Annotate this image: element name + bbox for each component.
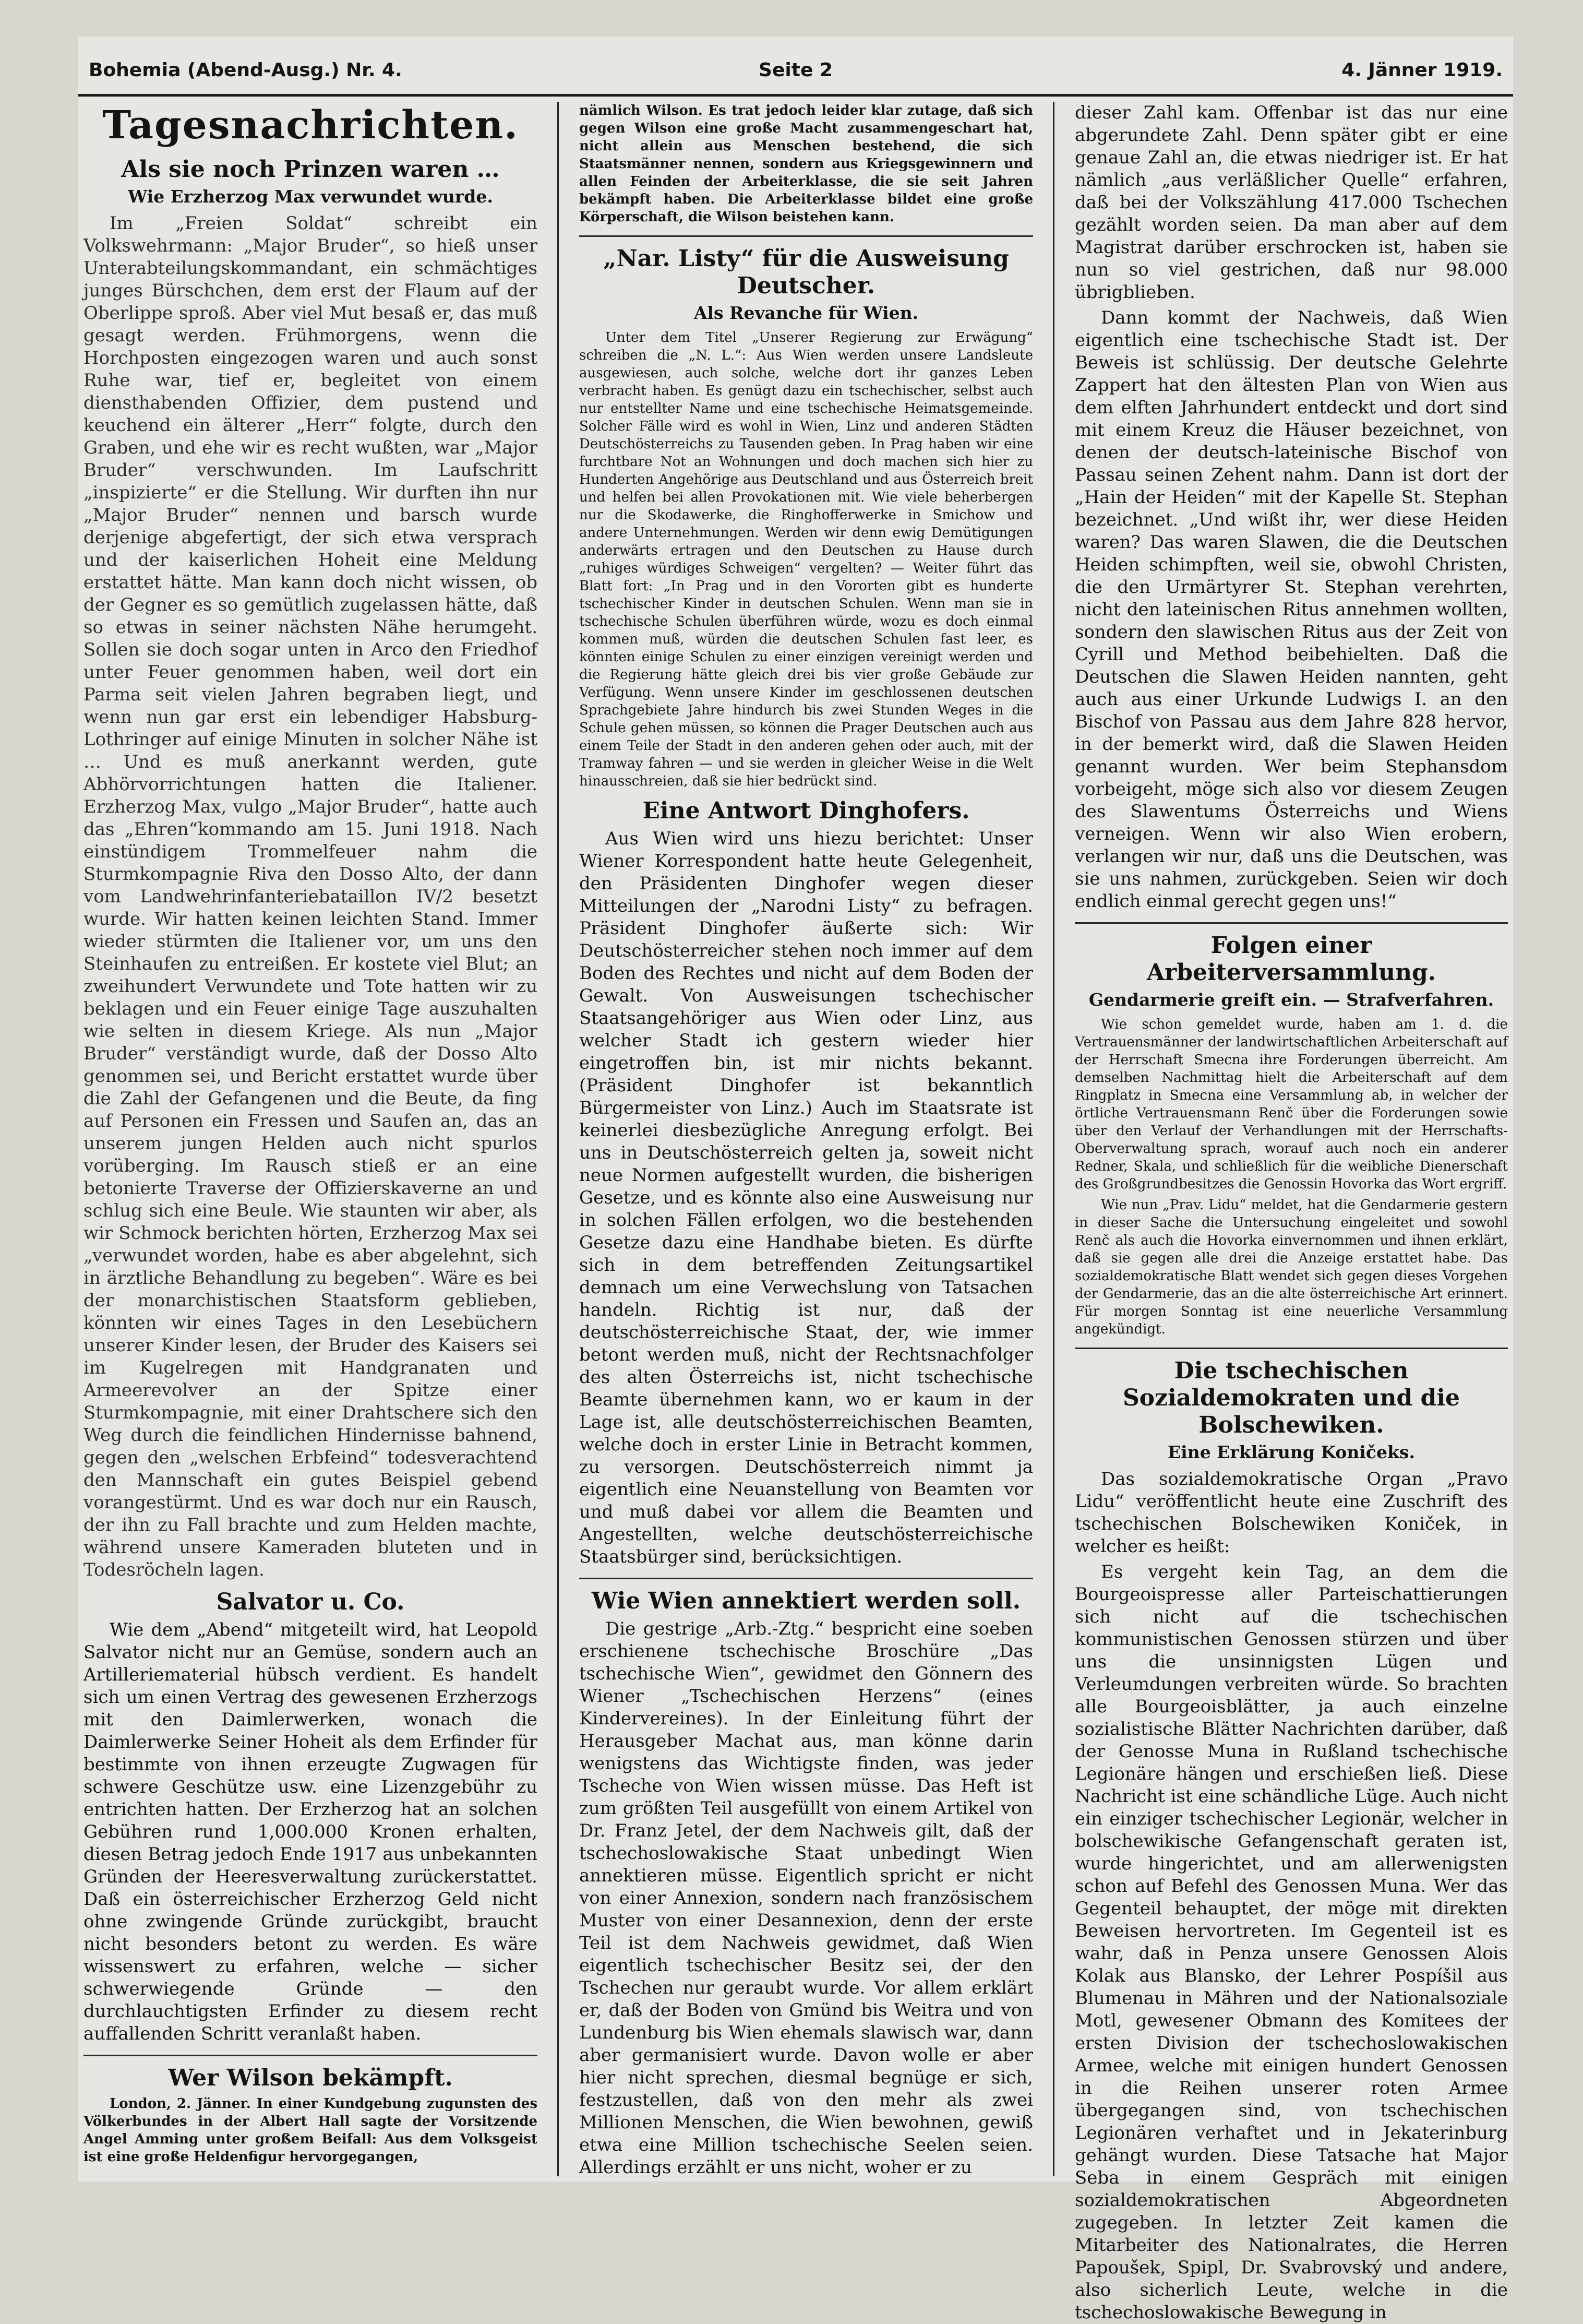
column-3 xyxy=(1075,102,1508,2323)
column-rule xyxy=(557,102,559,2176)
article-heading: „Nar. Listy“ für die Ausweisung Deutscher. xyxy=(603,245,1009,299)
article-heading: Die tschechischen Sozialdemokraten und die Bolschewiken. xyxy=(1122,1357,1460,1438)
article-paragraph: Wie schon gemeldet wurde, haben am 1. d. die Vertrauensmänner der landwirtschaftlichen Arbeiterschaft auf der Herrschaft Smecna ihre Forderungen überreicht. Am demselben Nachmittag hielt die Arbeiterschaft auf dem Ringplatz in Smecna eine Versammlung ab, in welcher der örtliche Vertrauensmann Renč über die Forderungen sowie über den Verlauf der Verhandlungen mit der Herrschafts-Oberverwaltung sprach, worauf auch noch ein anderer Redner, Skala, und schließlich für die weibliche Dienerschaft des Großgrundbesitzes die Genossin Hovorka das Wort ergriff. xyxy=(1075,1017,1508,1192)
article-divider xyxy=(83,2055,537,2056)
article-divider xyxy=(579,1578,1033,1579)
article-paragraph: Es vergeht kein Tag, an dem die Bourgeoispresse aller Parteischattierungen sich nicht auf die tschechischen kommunistischen Genossen stürzen und über uns die unsinnigsten Lügen und Verleumdungen verbreiten würde. So brachten alle Bourgeoisblätter, ja auch einzelne sozialistische Blätter Nachrichten darüber, daß der Genosse Muna in Rußland tschechische Legionäre hängen und erschießen ließ. Diese Nachricht ist eine schändliche Lüge. Auch nicht ein einziger tschechischer Legionär, welcher in bolschewikische Gefangenschaft geraten ist, wurde hingerichtet, und am allerwenigsten schon auf Befehl des Genossen Muna. Wer das Gegenteil behauptet, der möge mit direkten Beweisen hervortreten. Im Gegenteil ist es wahr, daß in Penza unsere Genossen Alois Kolak aus Blansko, der Lehrer Pospíšil aus Blumenau in Mähren und der Nationalsoziale Motl, gewesener Obmann des Komitees der ersten Division der tschechoslowakischen Armee, welche mit einigen hundert Genossen in die Reihen unserer roten Armee übergegangen sind, von tschechischen Legionären verhaftet und in Jekaterinburg gehängt wurden. Diese Tatsache hat Major Seba in einem Gespräch mit einigen sozialdemokratischen Abgeordneten zugegeben. In letzter Zeit kamen die Mitarbeiter des Nationalrates, die Herren Papoušek, Spipl, Dr. Svabrovský und andere, also sicherlich Leute, welche in die tschechoslowakische Bewegung in xyxy=(1075,1562,1508,2323)
article-paragraph: Wie dem „Abend“ mitgeteilt wird, hat Leopold Salvator nicht nur an Gemüse, sondern auch an Artilleriematerial hübsch verdient. Es handelt sich um einen Vertrag des gewesenen Erzherzogs mit den Daimlerwerken, wonach die Daimlerwerke Seiner Hoheit als dem Erfinder für bestimmte von ihnen erzeugte Zugwagen für schwere Geschütze usw. eine Lizenzgebühr zu entrichten hatten. Der Erzherzog hat an solchen Gebühren rund 1,000.000 Kronen erhalten, diesen Betrag jedoch Ende 1917 aus unbekannten Gründen der Heeresverwaltung zurückerstattet. Daß ein österreichischer Erzherzog Geld nicht ohne zwingende Gründe zurückgibt, braucht nicht besonders betont zu werden. Es wäre wissenswert zu erfahren, welche — sicher schwerwiegende Gründe — den durchlauchtigsten Erfinder zu diesem recht auffallenden Schritt veranlaßt haben. xyxy=(83,1619,537,2044)
article-divider xyxy=(579,235,1033,237)
column-1 xyxy=(83,102,537,2176)
column-2 xyxy=(579,102,1033,2176)
article-subheading: Wie Erzherzog Max verwundet wurde. xyxy=(128,186,493,207)
article-subheading: Gendarmerie greift ein. — Strafverfahren. xyxy=(1088,990,1494,1010)
article-heading: Salvator u. Co. xyxy=(216,1589,405,1615)
article-subheading: Eine Erklärung Koničeks. xyxy=(1168,1442,1415,1462)
article-heading: Folgen einer Arbeiterversammlung. xyxy=(1146,932,1436,986)
article-divider xyxy=(1075,922,1508,924)
column-rule xyxy=(1053,102,1054,2176)
article-paragraph: Wie nun „Prav. Lidu“ meldet, hat die Gendarmerie gestern in dieser Sache die Untersuchung eingeleitet und sowohl Renč als auch die Hovorka einvernommen und ihnen erklärt, daß sie gegen alle drei die Anzeige erstattet habe. Das sozialdemokratische Blatt wendet sich gegen dieses Vorgehen der Gendarmerie, das an die alte österreichische Art erinnert. Für morgen Sonntag ist eine neuerliche Versammlung angekündigt. xyxy=(1075,1197,1508,1337)
article-heading: Eine Antwort Dinghofers. xyxy=(642,797,970,824)
article-paragraph: Unter dem Titel „Unserer Regierung zur Erwägung“ schreiben die „N. L.“: Aus Wien werden unsere Landsleute ausgewiesen, auch solche, welche dort ihr ganzes Leben verbracht haben. Es genügt dazu ein tschechischer, selbst auch nur entstellter Name und eine tschechische Heimatsgemeinde. Solcher Fälle wird es wohl in Wien, Linz und anderen Städten Deutschösterreichs zu Tausenden geben. In Prag haben wir eine furchtbare Not an Wohnungen und doch machen sich hier zu Hunderten Angehörige aus Deutschland und aus Österreich breit und helfen bei allen Provokationen mit. Wie viele beherbergen nur die Skodawerke, die Ringhofferwerke in Smichow und andere Unternehmungen. Werden wir denn ewig Demütigungen anderwärts ertragen und den Deutschen zu Hause durch „ruhiges würdiges Schweigen“ vergelten? — Weiter führt das Blatt fort: „In Prag und in den Vororten gibt es hunderte tschechischer Kinder in deutschen Schulen. Wenn man sie in tschechische Schulen überführen würde, wozu es doch einmal kommen muß, würden die deutschen Schulen fast leer, es könnten einige Schulen zu einer einzigen vereinigt werden und die Regierung hätte gleich drei bis vier große Gebäude zur Verfügung. Wenn unsere Kinder im geschlossenen deutschen Sprachgebiete Jahre hindurch bis zwei Stunden Weges in die Schule gehen müssen, so können die Prager Deutschen auch aus einem Teile der Stadt in den anderen gehen oder auch, mit der Tramway fahren — und sie werden in gleicher Weise in die Welt hinausschreien, daß sie hier bedrückt sind. xyxy=(579,330,1033,789)
article-heading: Als sie noch Prinzen waren … xyxy=(121,156,500,183)
article-heading: Wer Wilson bekämpft. xyxy=(168,2065,453,2091)
article-paragraph: Im „Freien Soldat“ schreibt ein Volkswehrmann: „Major Bruder“, so hieß unser Unterabteilungskommandant, ein schmächtiges junges Bürschchen, dem erst der Flaum auf der Oberlippe sproß. Aber viel Mut besaß er, das muß gesagt werden. Frühmorgens, wenn die Horchposten eingezogen waren und auch sonst Ruhe war, tief er, begleitet von einem diensthabenden Offizier, dem pustend und keuchend ein älterer „Herr“ folgte, durch den Graben, und ehe wir es recht wußten, war „Major Bruder“ verschwunden. Im Laufschritt „inspizierte“ er die Stellung. Wir durften ihn nur „Major Bruder“ nennen und barsch wurde derjenige abgefertigt, der sich etwa versprach und der kaiserlichen Hoheit eine Meldung erstattet hätte. Man kann doch nicht wissen, ob der Gegner es so gemütlich zugelassen hätte, daß so etwas in seiner nächsten Nähe herumgeht. Sollen sie doch sogar unten in Arco den Friedhof unter Feuer genommen haben, weil dort ein Parma seit vielen Jahren begraben liegt, und wenn nun gar erst ein lebendiger Habsburg-Lothringer auf einige Minuten in solcher Nähe ist … Und es muß anerkannt werden, gute Abhörvorrichtungen hatten die Italiener. Erzherzog Max, vulgo „Major Bruder“, hatte auch das „Ehren“kommando am 15. Juni 1918. Nach einstündigem Trommelfeuer nahm die Sturmkompagnie Riva den Dosso Alto, der dann vom Landwehrinfanteriebataillon IV/2 besetzt wurde. Wir hatten keinen leichten Stand. Immer wieder stürmten die Italiener vor, um uns den Steinhaufen zu entreißen. Er kostete viel Blut; an zweihundert Verwundete und Tote hatten wir zu beklagen und ein Feuer einige Tage auszuhalten wie selten in diesem Kriege. Als nun „Major Bruder“ verständigt wurde, daß der Dosso Alto genommen sei, und Bericht erstattet wurde über die Zahl der Gefangenen und die Beute, da fing auf Personen ein Fressen und Saufen an, das an unserem jungen Helden auch nicht spurlos vorüberging. Im Rausch stieß er an eine betonierte Traverse der Offizierskaverne an und schlug sich eine Beule. Wie staunten wir aber, als wir Schmock berichten hörten, Erzherzog Max sei „verwundet worden, habe es aber abgelehnt, sich in ärztliche Behandlung zu begeben“. Wäre es bei der monarchistischen Staatsform geblieben, könnten wir eines Tages in den Lesebüchern unserer Kinder lesen, der Bruder des Kaisers sei im Kugelregen mit Handgranaten und Armeerevolver an der Spitze einer Sturmkompagnie, mit einer Drahtschere sich den Weg durch die feindlichen Hindernisse bahnend, gegen den „welschen Erbfeind“ todesverachtend den Mannschaft ein gutes Beispiel gebend vorangestürmt. Und es war doch nur ein Rausch, der ihn zu Fall brachte und zum Helden machte, während unsere Kameraden bluteten und in Todesröcheln lagen. xyxy=(83,213,537,1580)
article-heading: Wie Wien annektiert werden soll. xyxy=(591,1588,1021,1614)
article-subheading: Als Revanche für Wien. xyxy=(693,303,919,323)
article-paragraph: London, 2. Jänner. In einer Kundgebung zugunsten des Völkerbundes in der Albert Hall sagte der Vorsitzende Angel Amming unter großem Beifall: Aus dem Volksgeist ist eine große Heldenfigur hervorgegangen, xyxy=(83,2096,537,2165)
article-continuation: dieser Zahl kam. Offenbar ist das nur eine abgerundete Zahl. Denn später gibt er eine genaue Zahl an, die etwas niedriger ist. Er hat nämlich „aus verläßlicher Quelle“ erfahren, daß bei der Volkszählung 417.000 Tschechen gezählt worden seien. Da man aber auf dem Magistrat darüber erschrocken ist, haben sie nun so viel gestrichen, daß nur 98.000 übrigblieben. xyxy=(1075,102,1508,303)
article-paragraph: Die gestrige „Arb.-Ztg.“ bespricht eine soeben erschienene tschechische Broschüre „Das tschechische Wien“, gewidmet den Gönnern des Wiener „Tschechischen Herzens“ (eines Kindervereines). In der Einleitung führt der Herausgeber Machat aus, man könne darin wenigstens das Wichtigste finden, was jeder Tscheche von Wien wissen müsse. Das Heft ist zum größten Teil ausgefüllt von einem Artikel von Dr. Franz Jetel, der dem Nachweis gilt, daß der tschechoslowakische Staat unbedingt Wien annektieren müsse. Eigentlich spricht er nicht von einer Annexion, sondern nach französischem Muster von einer Desannexion, denn der erste Teil ist dem Nachweis gewidmet, daß Wien eigentlich tschechischer Besitz sei, der den Tschechen nur geraubt wurde. Vor allem erklärt er, daß der Boden von Gmünd bis Weitra und von Lundenburg bis Wien ehemals slawisch war, dann aber germanisiert wurde. Davon wolle er aber hier nicht sprechen, diesmal begnüge er sich, festzustellen, daß von den mehr als zwei Millionen Menschen, die Wien bewohnen, gewiß etwa eine Million tschechische Seelen seien. Allerdings erzählt er uns nicht, woher er zu xyxy=(579,1618,1033,2178)
article-divider xyxy=(1075,1348,1508,1349)
article-paragraph: Das sozialdemokratische Organ „Pravo Lidu“ veröffentlicht heute eine Zuschrift des tschechischen Bolschewiken Koniček, in welcher es heißt: xyxy=(1075,1469,1508,1557)
masthead xyxy=(78,47,1513,97)
newspaper-page xyxy=(78,37,1513,2323)
issue-date: 4. Jänner 1919. xyxy=(1341,59,1503,81)
section-title: Tagesnachrichten. xyxy=(102,103,519,148)
article-paragraph: Aus Wien wird uns hiezu berichtet: Unser Wiener Korrespondent hatte heute Gelegenheit, den Präsidenten Dinghofer wegen dieser Mitteilungen der „Narodni Listy“ zu befragen. Präsident Dinghofer äußerte sich: Wir Deutschösterreicher stehen noch immer auf dem Boden des Rechtes und nicht auf dem Boden der Gewalt. Von Ausweisungen tschechischer Staatsangehöriger aus Wien oder Linz, aus welcher Stadt ich gestern wieder hier eingetroffen bin, ist mir nichts bekannt. (Präsident Dinghofer ist bekanntlich Bürgermeister von Linz.) Auch im Staatsrate ist keinerlei diesbezügliche Anregung erfolgt. Bei uns in Deutschösterreich gelten ja, soweit nicht neue Normen aufgestellt wurden, die bisherigen Gesetze, und es könnte also eine Ausweisung nur in solchen Fällen erfolgen, wo die bestehenden Gesetze dazu eine Handhabe bieten. Es dürfte sich in dem betreffenden Zeitungsartikel demnach um eine Verwechslung von Tatsachen handeln. Richtig ist nur, daß der deutschösterreichische Staat, der, wie immer betont werden muß, nicht der Rechtsnachfolger des alten Österreichs ist, nicht tschechische Beamte übernehmen kann, wo er kaum in der Lage ist, alle deutschösterreichischen Beamten, welche doch in erster Linie in Betracht kommen, zu versorgen. Deutschösterreich nimmt ja eigentlich eine Neuanstellung von Beamten vor und muß dabei vor allem die Beamten und Angestellten, welche deutschösterreichische Staatsbürger sind, berücksichtigen. xyxy=(579,828,1033,1567)
article-paragraph: Dann kommt der Nachweis, daß Wien eigentlich eine tschechische Stadt ist. Der Beweis ist schlüssig. Der deutsche Gelehrte Zappert hat den ältesten Plan von Wien aus dem elften Jahrhundert entdeckt und dort sind mit einem Kreuz die Häuser bezeichnet, von denen der deutsch-lateinische Bischof von Passau seinen Zehent nahm. Dann ist dort der „Hain der Heiden“ mit der Kapelle St. Stephan bezeichnet. „Und wißt ihr, wer diese Heiden waren? Das waren Slawen, die die Deutschen Heiden schimpften, weil sie, obwohl Christen, die den Urmärtyrer St. Stephan verehrten, nicht den lateinischen Ritus annehmen wollten, sondern den slawischen Ritus aus der Zeit von Cyrill und Method beibehielten. Daß die Deutschen die Slawen Heiden nannten, geht auch aus einer Urkunde Ludwigs I. an den Bischof von Passau aus dem Jahre 828 hervor, in der bemerkt wird, daß die Slawen Heiden genannt wurden. Wer beim Stephansdom vorbeigeht, möge sich also vor diesem Zeugen des Slawentums Österreichs und Wiens verneigen. Wenn wir also Wien erobern, verlangen wir nur, daß uns die Deutschen, was sie uns nahmen, zurückgeben. Seien wir doch endlich einmal gerecht gegen uns!“ xyxy=(1075,307,1508,912)
article-continuation: nämlich Wilson. Es trat jedoch leider klar zutage, daß sich gegen Wilson eine große Macht zusammengeschart hat, nicht allein aus Menschen bestehend, die sich Staatsmänner nennen, sondern aus Kriegsgewinnern und allen Feinden der Arbeiterklasse, die sie seit Jahren bekämpft haben. Die Arbeiterklasse bildet eine große Körperschaft, die Wilson beistehen kann. xyxy=(579,103,1033,225)
masthead-edition: Bohemia (Abend-Ausg.) Nr. 4. xyxy=(89,59,402,81)
page-number: Seite 2 xyxy=(759,59,833,81)
